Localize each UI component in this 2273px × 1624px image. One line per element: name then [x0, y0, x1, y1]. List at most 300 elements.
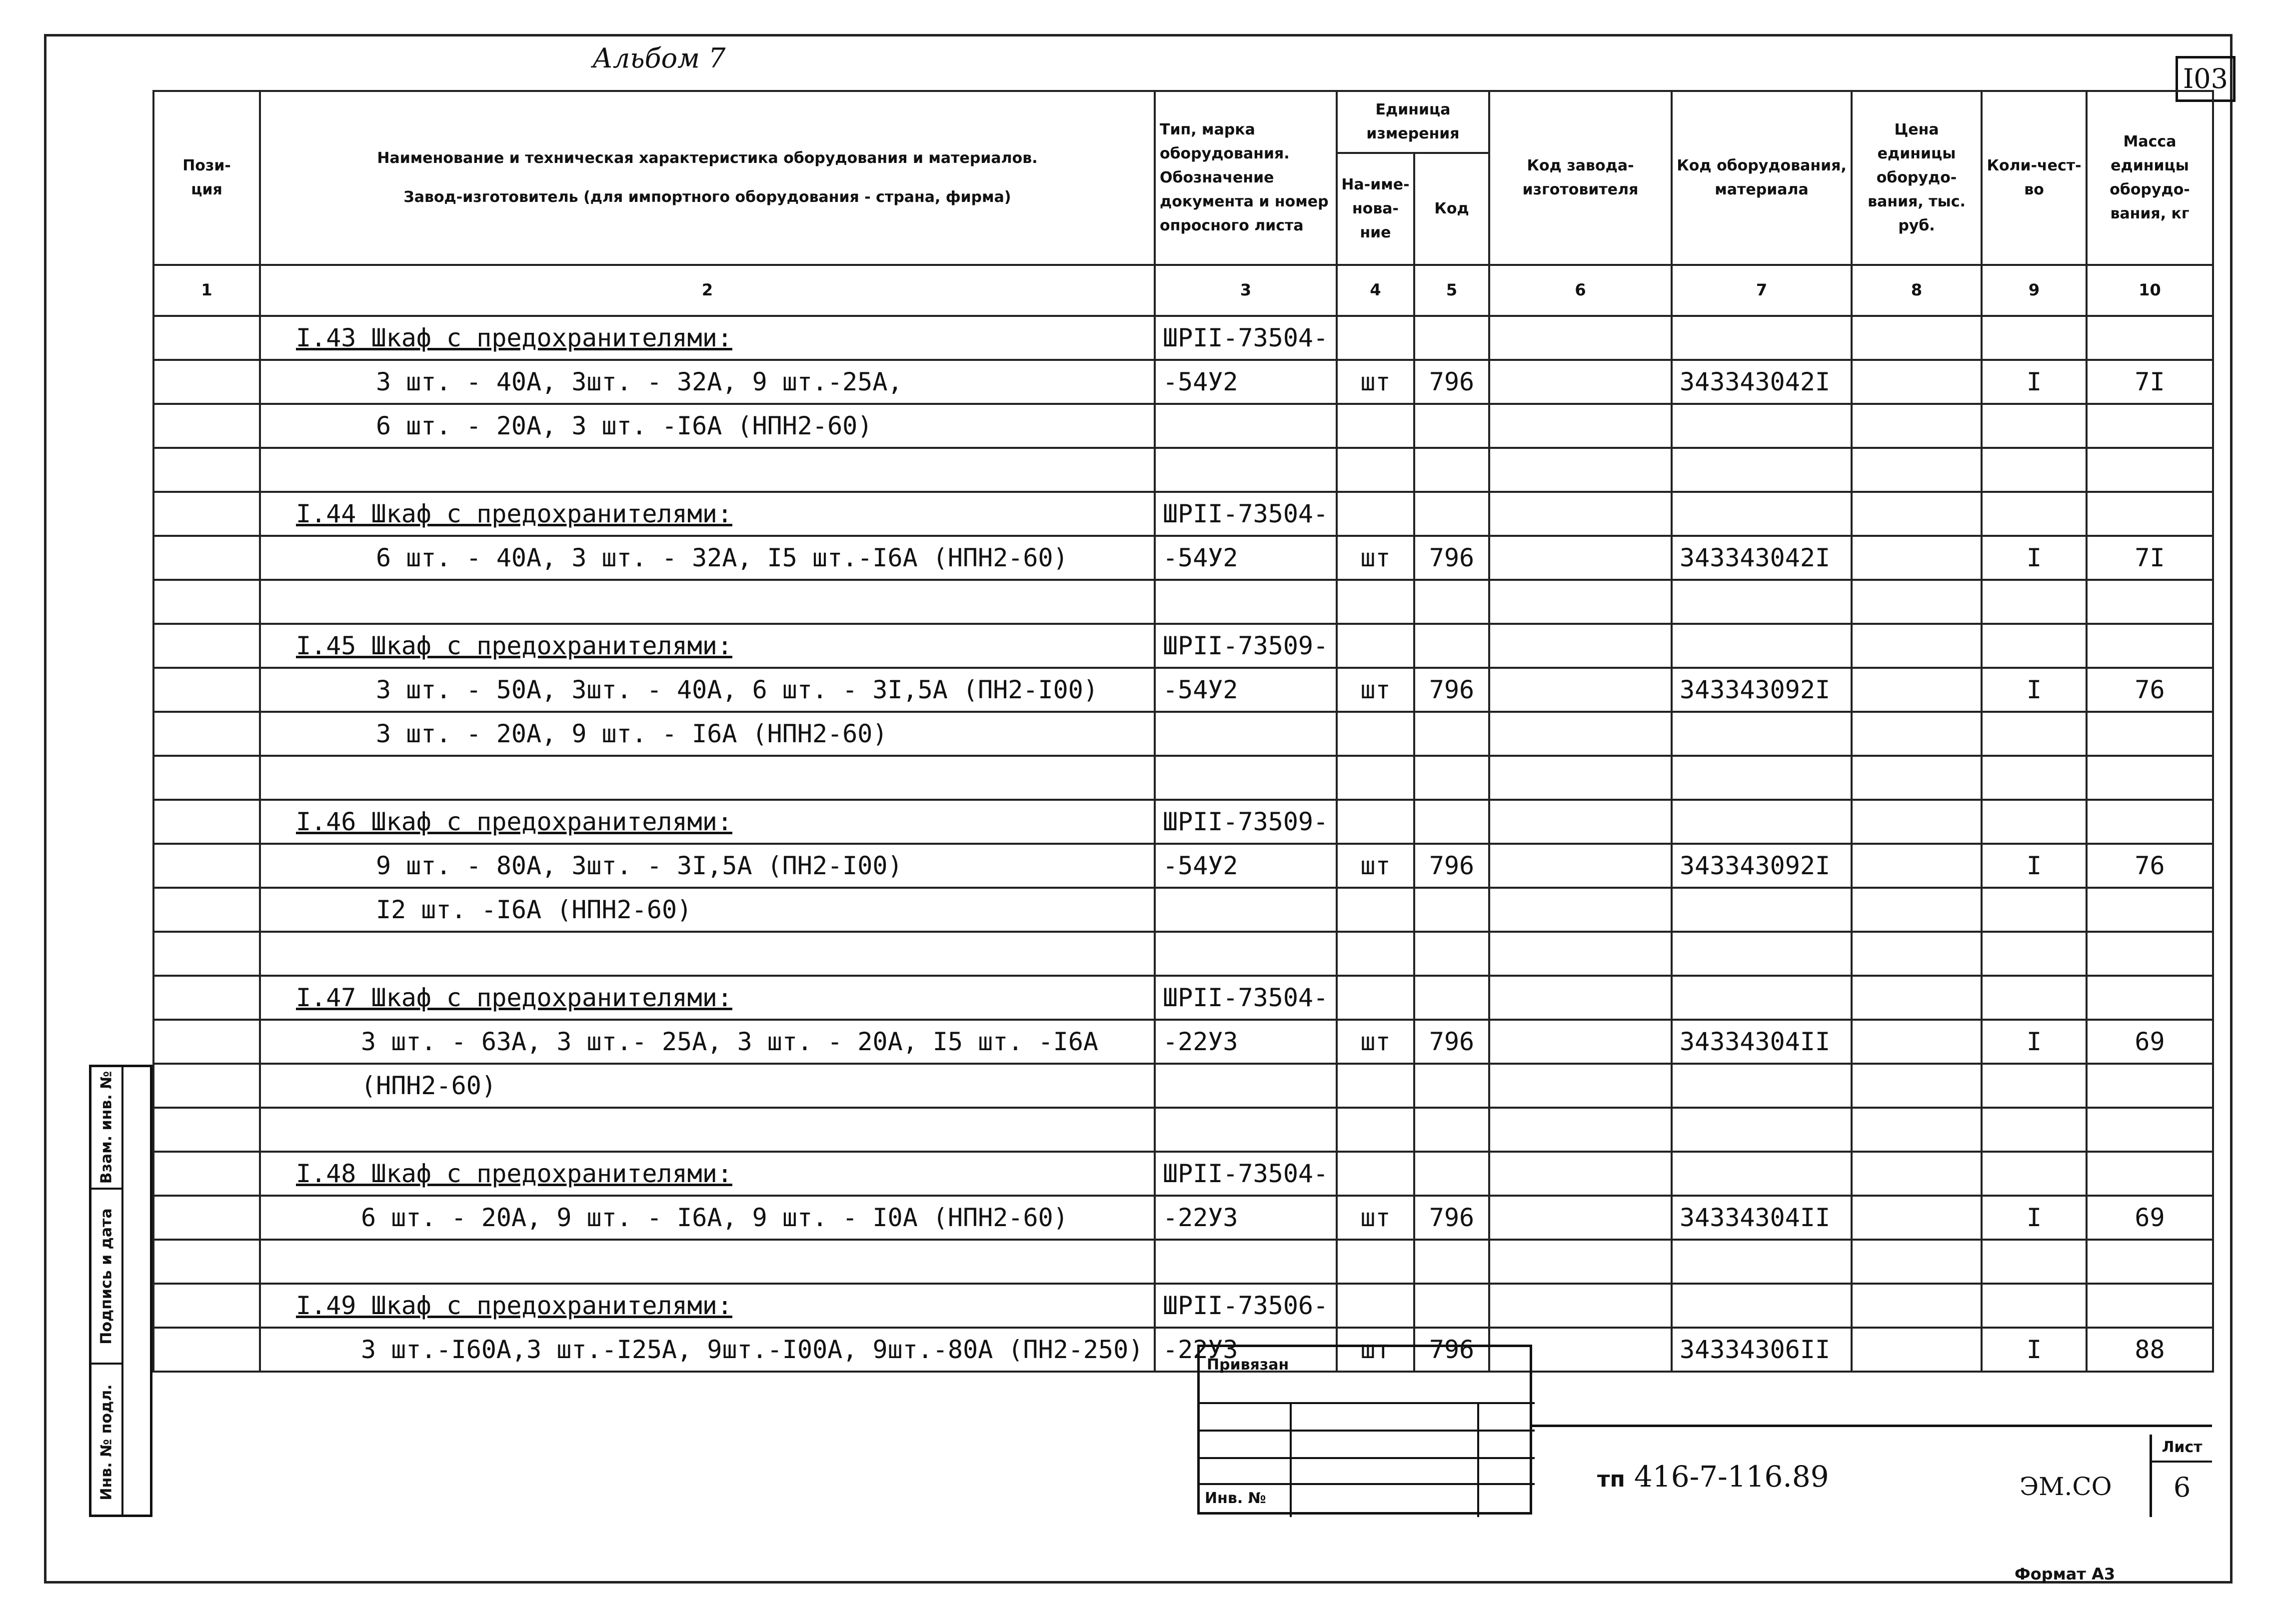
cell-price — [1852, 580, 1982, 624]
cell-mass — [2087, 448, 2213, 492]
cell-unit-code: 796 — [1414, 668, 1489, 712]
cell-mass — [2087, 492, 2213, 536]
stamp-line — [1200, 1457, 1535, 1459]
cell-unit-name — [1337, 580, 1414, 624]
cell-unit-name — [1337, 492, 1414, 536]
cell-quantity — [1982, 448, 2087, 492]
column-number: 5 — [1414, 265, 1489, 316]
cell-factory-code — [1489, 888, 1672, 932]
cell-name — [260, 932, 1155, 976]
cell-quantity — [1982, 932, 2087, 976]
format-label: Формат А3 — [2015, 1565, 2116, 1584]
stamp-line — [1200, 1430, 1535, 1432]
cell-equipment-code — [1672, 316, 1852, 360]
cell-unit-name — [1337, 404, 1414, 448]
cell-type: -22У3 — [1155, 1328, 1337, 1372]
cell-type: ШРII-73504- — [1155, 1152, 1337, 1196]
cell-price — [1852, 1284, 1982, 1328]
cell-price — [1852, 360, 1982, 404]
table-row — [153, 624, 2213, 668]
cell-position — [153, 888, 260, 932]
cell-unit-code: 796 — [1414, 844, 1489, 888]
cell-name: 3 шт. - 20А, 9 шт. - I6А (НПН2-60) — [260, 712, 1155, 756]
table-row — [153, 580, 2213, 624]
cell-type — [1155, 580, 1337, 624]
cell-unit-name — [1337, 1240, 1414, 1284]
cell-type — [1155, 712, 1337, 756]
cell-name: 9 шт. - 80А, 3шт. - 3I,5А (ПН2-I00) — [260, 844, 1155, 888]
cell-equipment-code: 343343042I — [1672, 536, 1852, 580]
cell-equipment-code — [1672, 1284, 1852, 1328]
header-name-line1: Наименование и техническая характеристика оборудования и материалов. — [377, 149, 1038, 167]
sheet-box — [2150, 1435, 2212, 1517]
table-row — [153, 800, 2213, 844]
cell-equipment-code — [1672, 492, 1852, 536]
page-number: I03 — [2176, 56, 2236, 102]
cell-equipment-code: 34334306II — [1672, 1328, 1852, 1372]
cell-mass — [2087, 800, 2213, 844]
cell-position — [153, 844, 260, 888]
cell-equipment-code — [1672, 976, 1852, 1020]
cell-unit-name — [1337, 888, 1414, 932]
cell-type — [1155, 448, 1337, 492]
table-row — [153, 668, 2213, 712]
cell-price — [1852, 712, 1982, 756]
cell-mass — [2087, 712, 2213, 756]
cell-equipment-code — [1672, 1064, 1852, 1108]
side-stamp-divider — [121, 1067, 123, 1515]
cell-type: -54У2 — [1155, 536, 1337, 580]
cell-mass — [2087, 976, 2213, 1020]
cell-name — [260, 1240, 1155, 1284]
cell-position — [153, 976, 260, 1020]
cell-quantity — [1982, 1152, 2087, 1196]
cell-name: 3 шт. - 50А, 3шт. - 40А, 6 шт. - 3I,5А (ПН2-I00) — [260, 668, 1155, 712]
cell-factory-code — [1489, 668, 1672, 712]
cell-position — [153, 1152, 260, 1196]
cell-type: ШРII-73504- — [1155, 492, 1337, 536]
cell-price — [1852, 1152, 1982, 1196]
cell-position — [153, 448, 260, 492]
header-name — [260, 91, 1155, 265]
cell-price — [1852, 1020, 1982, 1064]
album-label: Альбом 7 — [592, 42, 726, 74]
header-unit-name: На-име-нова-ние — [1337, 153, 1414, 265]
column-number: 2 — [260, 265, 1155, 316]
table-row — [153, 932, 2213, 976]
cell-equipment-code — [1672, 888, 1852, 932]
cell-name — [260, 1108, 1155, 1152]
cell-quantity — [1982, 800, 2087, 844]
column-number: 9 — [1982, 265, 2087, 316]
cell-unit-name: шт — [1337, 1328, 1414, 1372]
cell-factory-code — [1489, 712, 1672, 756]
table-row — [153, 1108, 2213, 1152]
cell-unit-code — [1414, 756, 1489, 800]
table-row — [153, 976, 2213, 1020]
cell-price — [1852, 1064, 1982, 1108]
cell-factory-code — [1489, 448, 1672, 492]
cell-quantity — [1982, 1108, 2087, 1152]
cell-unit-name: шт — [1337, 668, 1414, 712]
cell-factory-code — [1489, 1064, 1672, 1108]
cell-mass — [2087, 756, 2213, 800]
cell-price — [1852, 932, 1982, 976]
cell-name — [260, 756, 1155, 800]
cell-position — [153, 536, 260, 580]
document-code — [1597, 1460, 1829, 1494]
cell-type: ШРII-73509- — [1155, 800, 1337, 844]
cell-type: -54У2 — [1155, 844, 1337, 888]
cell-quantity: I — [1982, 360, 2087, 404]
side-stamp-replace-inv: Взам. инв. № — [91, 1067, 121, 1190]
column-number: 4 — [1337, 265, 1414, 316]
cell-type: -54У2 — [1155, 668, 1337, 712]
cell-quantity: I — [1982, 668, 2087, 712]
cell-position — [153, 316, 260, 360]
header-position: Пози- ция — [153, 91, 260, 265]
cell-equipment-code — [1672, 404, 1852, 448]
cell-name: I.43 Шкаф с предохранителями: — [260, 316, 1155, 360]
cell-price — [1852, 316, 1982, 360]
cell-type: ШРII-73506- — [1155, 1284, 1337, 1328]
cell-type — [1155, 1240, 1337, 1284]
cell-unit-code: 796 — [1414, 1328, 1489, 1372]
table-row — [153, 1064, 2213, 1108]
cell-unit-code — [1414, 1108, 1489, 1152]
cell-price — [1852, 1328, 1982, 1372]
column-number: 10 — [2087, 265, 2213, 316]
cell-equipment-code — [1672, 756, 1852, 800]
cell-price — [1852, 1196, 1982, 1240]
code-prefix: тп — [1597, 1467, 1625, 1492]
cell-mass — [2087, 1284, 2213, 1328]
cell-equipment-code — [1672, 580, 1852, 624]
cell-unit-name — [1337, 316, 1414, 360]
cell-equipment-code: 343343042I — [1672, 360, 1852, 404]
header-name-line2: Завод-изготовитель (для импортного оборудования - страна, фирма) — [403, 188, 1011, 206]
cell-name: 6 шт. - 20А, 3 шт. -I6А (НПН2-60) — [260, 404, 1155, 448]
cell-price — [1852, 536, 1982, 580]
cell-mass — [2087, 580, 2213, 624]
inv-label: Инв. № — [1205, 1490, 1266, 1507]
cell-unit-code — [1414, 1152, 1489, 1196]
table-row — [153, 756, 2213, 800]
cell-name: I2 шт. -I6А (НПН2-60) — [260, 888, 1155, 932]
cell-type — [1155, 1108, 1337, 1152]
cell-position — [153, 800, 260, 844]
cell-name: I.45 Шкаф с предохранителями: — [260, 624, 1155, 668]
cell-position — [153, 1196, 260, 1240]
cell-unit-code — [1414, 888, 1489, 932]
cell-unit-code — [1414, 1064, 1489, 1108]
document-mark: ЭМ.СО — [2020, 1472, 2112, 1501]
cell-unit-code — [1414, 492, 1489, 536]
cell-unit-name — [1337, 756, 1414, 800]
cell-unit-code — [1414, 976, 1489, 1020]
side-stamp-signature: Подпись и дата — [91, 1190, 121, 1365]
cell-equipment-code: 34334304II — [1672, 1020, 1852, 1064]
cell-price — [1852, 800, 1982, 844]
cell-position — [153, 624, 260, 668]
cell-mass — [2087, 1152, 2213, 1196]
cell-unit-code: 796 — [1414, 360, 1489, 404]
header-unit: Единица измерения — [1337, 91, 1489, 153]
cell-mass — [2087, 888, 2213, 932]
cell-factory-code — [1489, 1108, 1672, 1152]
cell-mass — [2087, 1240, 2213, 1284]
cell-name: I.46 Шкаф с предохранителями: — [260, 800, 1155, 844]
tied-label: Привязан — [1207, 1356, 1289, 1374]
stamp-line — [1200, 1483, 1535, 1485]
cell-position — [153, 1328, 260, 1372]
cell-quantity — [1982, 712, 2087, 756]
header-mass: Масса единицы оборудо-вания, кг — [2087, 91, 2213, 265]
side-stamp-inv-original: Инв. № подл. — [97, 1384, 115, 1501]
cell-price — [1852, 888, 1982, 932]
cell-unit-name — [1337, 1108, 1414, 1152]
cell-quantity — [1982, 888, 2087, 932]
cell-price — [1852, 1108, 1982, 1152]
cell-unit-code: 796 — [1414, 1020, 1489, 1064]
cell-price — [1852, 492, 1982, 536]
cell-position — [153, 932, 260, 976]
cell-factory-code — [1489, 932, 1672, 976]
table-row — [153, 1284, 2213, 1328]
cell-price — [1852, 1240, 1982, 1284]
cell-name: I.49 Шкаф с предохранителями: — [260, 1284, 1155, 1328]
cell-unit-name: шт — [1337, 536, 1414, 580]
cell-equipment-code — [1672, 712, 1852, 756]
cell-type — [1155, 888, 1337, 932]
cell-unit-name — [1337, 624, 1414, 668]
table-row — [153, 492, 2213, 536]
cell-unit-name: шт — [1337, 844, 1414, 888]
cell-mass: 69 — [2087, 1020, 2213, 1064]
cell-mass: 76 — [2087, 668, 2213, 712]
cell-type — [1155, 404, 1337, 448]
cell-factory-code — [1489, 1152, 1672, 1196]
table-row — [153, 1020, 2213, 1064]
cell-type: -22У3 — [1155, 1020, 1337, 1064]
stamp-vline — [1290, 1402, 1292, 1517]
table-row — [153, 888, 2213, 932]
cell-factory-code — [1489, 800, 1672, 844]
sheet-label: Лист — [2152, 1435, 2212, 1463]
cell-factory-code — [1489, 756, 1672, 800]
cell-mass — [2087, 316, 2213, 360]
cell-mass: 76 — [2087, 844, 2213, 888]
specification-table — [152, 90, 2214, 1373]
cell-position — [153, 1240, 260, 1284]
cell-factory-code — [1489, 360, 1672, 404]
cell-unit-code — [1414, 800, 1489, 844]
cell-type: ШРII-73504- — [1155, 316, 1337, 360]
cell-position — [153, 492, 260, 536]
cell-unit-name — [1337, 800, 1414, 844]
cell-equipment-code — [1672, 932, 1852, 976]
header-type: Тип, марка оборудования. Обозначение документа и номер опросного листа — [1155, 91, 1337, 265]
cell-price — [1852, 404, 1982, 448]
cell-name: I.44 Шкаф с предохранителями: — [260, 492, 1155, 536]
column-number: 3 — [1155, 265, 1337, 316]
cell-mass: 69 — [2087, 1196, 2213, 1240]
table-row — [153, 360, 2213, 404]
cell-unit-code — [1414, 932, 1489, 976]
cell-unit-name: шт — [1337, 1020, 1414, 1064]
cell-type — [1155, 756, 1337, 800]
header-factory-code: Код завода-изготовителя — [1489, 91, 1672, 265]
cell-unit-code — [1414, 712, 1489, 756]
cell-equipment-code — [1672, 800, 1852, 844]
cell-factory-code — [1489, 316, 1672, 360]
cell-factory-code — [1489, 404, 1672, 448]
cell-quantity — [1982, 1240, 2087, 1284]
cell-price — [1852, 844, 1982, 888]
cell-name: 3 шт.-I60А,3 шт.-I25А, 9шт.-I00А, 9шт.-80А (ПН2-250) — [260, 1328, 1155, 1372]
cell-factory-code — [1489, 580, 1672, 624]
table-row — [153, 1152, 2213, 1196]
table-row — [153, 712, 2213, 756]
stamp-line — [1200, 1402, 1535, 1404]
cell-factory-code — [1489, 844, 1672, 888]
cell-mass: 7I — [2087, 360, 2213, 404]
cell-position — [153, 1108, 260, 1152]
cell-unit-name — [1337, 448, 1414, 492]
cell-factory-code — [1489, 1020, 1672, 1064]
cell-type: -22У3 — [1155, 1196, 1337, 1240]
cell-unit-name — [1337, 1284, 1414, 1328]
stamp-vline — [1477, 1402, 1479, 1517]
header-price: Цена единицы оборудо-вания, тыс. руб. — [1852, 91, 1982, 265]
cell-price — [1852, 624, 1982, 668]
cell-quantity — [1982, 1064, 2087, 1108]
cell-quantity: I — [1982, 536, 2087, 580]
header-quantity: Коли-чест-во — [1982, 91, 2087, 265]
cell-quantity: I — [1982, 844, 2087, 888]
cell-factory-code — [1489, 976, 1672, 1020]
table-row — [153, 1328, 2213, 1372]
cell-type — [1155, 1064, 1337, 1108]
cell-name: 6 шт. - 40А, 3 шт. - 32А, I5 шт.-I6А (НПН2-60) — [260, 536, 1155, 580]
cell-unit-name: шт — [1337, 1196, 1414, 1240]
table-row — [153, 536, 2213, 580]
cell-unit-name — [1337, 932, 1414, 976]
cell-unit-name — [1337, 976, 1414, 1020]
cell-position — [153, 404, 260, 448]
cell-unit-code: 796 — [1414, 536, 1489, 580]
cell-equipment-code — [1672, 624, 1852, 668]
table-row — [153, 316, 2213, 360]
cell-price — [1852, 668, 1982, 712]
cell-quantity — [1982, 492, 2087, 536]
sheet-number: 6 — [2173, 1472, 2191, 1503]
cell-name — [260, 580, 1155, 624]
cell-mass: 88 — [2087, 1328, 2213, 1372]
column-number: 6 — [1489, 265, 1672, 316]
cell-mass — [2087, 404, 2213, 448]
cell-name — [260, 448, 1155, 492]
column-number: 7 — [1672, 265, 1852, 316]
cell-mass: 7I — [2087, 536, 2213, 580]
cell-equipment-code: 34334304II — [1672, 1196, 1852, 1240]
cell-position — [153, 360, 260, 404]
cell-position — [153, 1020, 260, 1064]
cell-mass — [2087, 624, 2213, 668]
cell-quantity — [1982, 976, 2087, 1020]
cell-type: ШРII-73504- — [1155, 976, 1337, 1020]
cell-position — [153, 712, 260, 756]
table-row — [153, 1240, 2213, 1284]
cell-unit-name — [1337, 1152, 1414, 1196]
cell-price — [1852, 448, 1982, 492]
cell-quantity — [1982, 1284, 2087, 1328]
cell-mass — [2087, 1108, 2213, 1152]
table-row — [153, 448, 2213, 492]
cell-unit-code — [1414, 1240, 1489, 1284]
cell-mass — [2087, 932, 2213, 976]
cell-quantity — [1982, 404, 2087, 448]
cell-quantity — [1982, 580, 2087, 624]
cell-factory-code — [1489, 1284, 1672, 1328]
cell-quantity: I — [1982, 1328, 2087, 1372]
cell-equipment-code — [1672, 1108, 1852, 1152]
column-number: 8 — [1852, 265, 1982, 316]
cell-type: -54У2 — [1155, 360, 1337, 404]
cell-name: 3 шт. - 63А, 3 шт.- 25А, 3 шт. - 20А, I5 шт. -I6А — [260, 1020, 1155, 1064]
cell-name: 6 шт. - 20А, 9 шт. - I6А, 9 шт. - I0А (НПН2-60) — [260, 1196, 1155, 1240]
cell-unit-code — [1414, 448, 1489, 492]
table-row — [153, 844, 2213, 888]
cell-quantity — [1982, 316, 2087, 360]
cell-unit-code — [1414, 624, 1489, 668]
cell-mass — [2087, 1064, 2213, 1108]
cell-factory-code — [1489, 1240, 1672, 1284]
cell-equipment-code — [1672, 1152, 1852, 1196]
side-stamp — [89, 1065, 152, 1517]
header-unit-code: Код — [1414, 153, 1489, 265]
cell-factory-code — [1489, 624, 1672, 668]
cell-type — [1155, 932, 1337, 976]
cell-factory-code — [1489, 1196, 1672, 1240]
cell-unit-code: 796 — [1414, 1196, 1489, 1240]
cell-name: I.47 Шкаф с предохранителями: — [260, 976, 1155, 1020]
cell-quantity: I — [1982, 1020, 2087, 1064]
cell-factory-code — [1489, 536, 1672, 580]
code-value: 416-7-116.89 — [1634, 1460, 1829, 1494]
tied-stamp — [1197, 1345, 1532, 1515]
cell-equipment-code — [1672, 1240, 1852, 1284]
cell-type: ШРII-73509- — [1155, 624, 1337, 668]
cell-unit-name: шт — [1337, 360, 1414, 404]
cell-factory-code — [1489, 492, 1672, 536]
table-row — [153, 1196, 2213, 1240]
cell-quantity: I — [1982, 1196, 2087, 1240]
header-equipment-code: Код оборудования, материала — [1672, 91, 1852, 265]
cell-position — [153, 1064, 260, 1108]
cell-position — [153, 1284, 260, 1328]
cell-unit-code — [1414, 580, 1489, 624]
cell-position — [153, 580, 260, 624]
cell-position — [153, 668, 260, 712]
cell-quantity — [1982, 624, 2087, 668]
cell-equipment-code — [1672, 448, 1852, 492]
column-number: 1 — [153, 265, 260, 316]
cell-price — [1852, 756, 1982, 800]
cell-unit-code — [1414, 316, 1489, 360]
cell-position — [153, 756, 260, 800]
cell-name: 3 шт. - 40А, 3шт. - 32А, 9 шт.-25А, — [260, 360, 1155, 404]
